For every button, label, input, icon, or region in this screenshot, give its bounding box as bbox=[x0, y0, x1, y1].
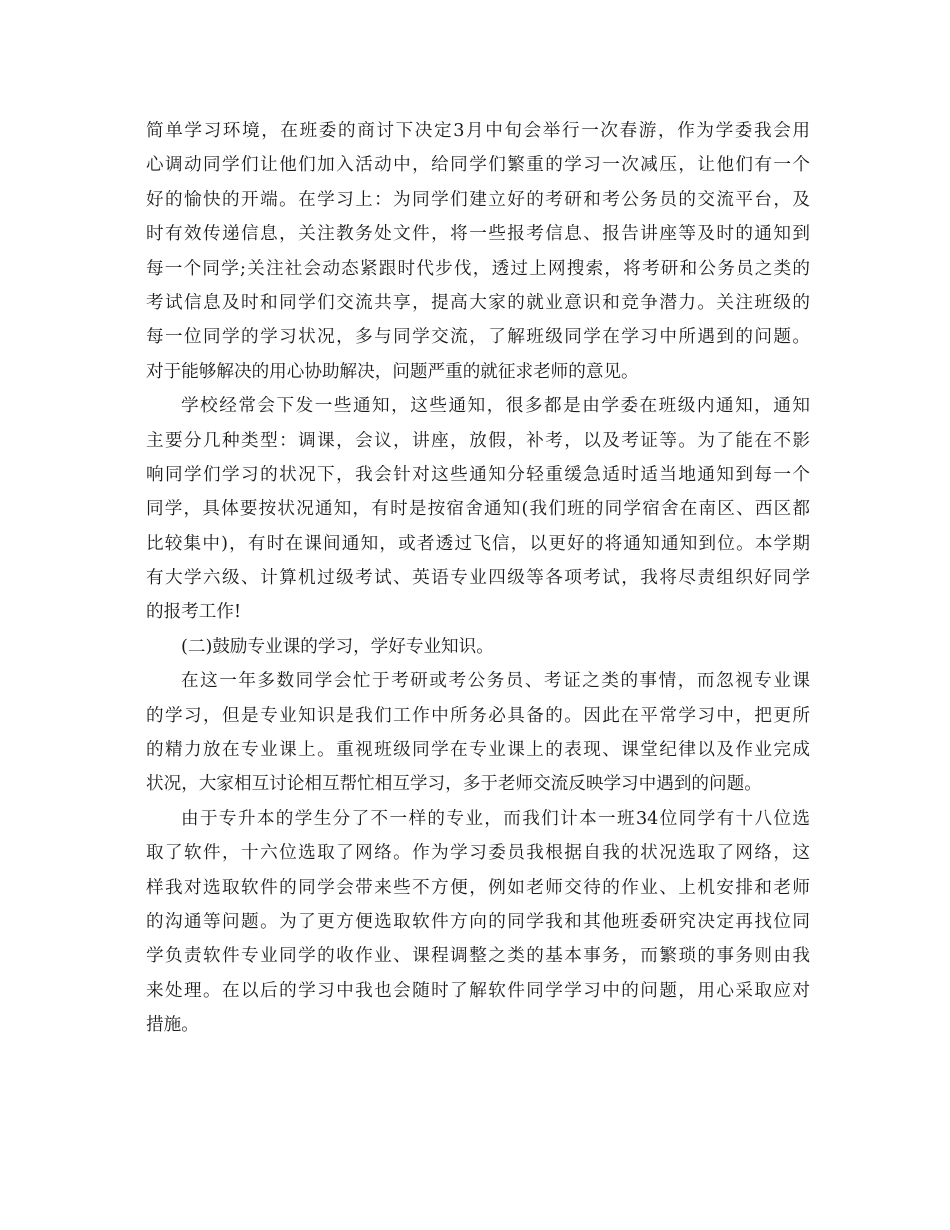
text-line: 的报考工作! bbox=[146, 602, 242, 623]
text-line: 每一个同学;关注社会动态紧跟时代步伐，透过上网搜索，将考研和公务员之类的 bbox=[146, 258, 810, 279]
paragraph bbox=[146, 114, 810, 389]
text-line: 心调动同学们让他们加入活动中，给同学们繁重的学习一次减压，让他们有一个 bbox=[146, 155, 810, 176]
text-line: 简单学习环境，在班委的商讨下决定3月中旬会举行一次春游，作为学委我会用 bbox=[146, 121, 810, 141]
text-line: 取了软件，十六位选取了网络。作为学习委员我根据自我的状况选取了网络，这 bbox=[146, 843, 810, 864]
text-line: 每一位同学的学习状况，多与同学交流，了解班级同学在学习中所遇到的问题。 bbox=[146, 327, 810, 348]
text-line: 的学习，但是专业知识是我们工作中所务必具备的。因此在平常学习中，把更所 bbox=[146, 705, 810, 726]
text-line: 来处理。在以后的学习中我也会随时了解软件同学学习中的问题，用心采取应对 bbox=[146, 980, 810, 1001]
text-line: 对于能够解决的用心协助解决，问题严重的就征求老师的意见。 bbox=[146, 361, 639, 382]
text-line: 考试信息及时和同学们交流共享，提高大家的就业意识和竞争潜力。关注班级的 bbox=[146, 292, 810, 313]
text-line: 由于专升本的学生分了不一样的专业，而我们计本一班34位同学有十八位选 bbox=[181, 808, 810, 829]
paragraph bbox=[146, 802, 810, 1043]
text-line: 响同学们学习的状况下，我会针对这些通知分轻重缓急适时适当地通知到每一个 bbox=[146, 464, 810, 485]
text-line: 好的愉快的开端。在学习上：为同学们建立好的考研和考公务员的交流平台，及 bbox=[146, 189, 810, 210]
text-line: 的沟通等问题。为了更方便选取软件方向的同学我和其他班委研究决定再找位同 bbox=[146, 911, 810, 932]
text-line: 同学，具体要按状况通知，有时是按宿舍通知(我们班的同学宿舍在南区、西区都 bbox=[146, 499, 810, 520]
text-line: 状况，大家相互讨论相互帮忙相互学习，多于老师交流反映学习中遇到的问题。 bbox=[146, 774, 762, 795]
paragraph bbox=[146, 389, 810, 630]
section-heading bbox=[146, 630, 810, 664]
text-line: (二)鼓励专业课的学习，学好专业知识。 bbox=[181, 636, 494, 657]
text-line: 比较集中)，有时在课间通知，或者透过飞信，以更好的将通知通知到位。本学期 bbox=[146, 533, 810, 554]
text-line: 时有效传递信息，关注教务处文件，将一些报考信息、报告讲座等及时的通知到 bbox=[146, 224, 810, 245]
text-line: 样我对选取软件的同学会带来些不方便，例如老师交待的作业、上机安排和老师 bbox=[146, 877, 810, 898]
text-line: 学校经常会下发一些通知，这些通知，很多都是由学委在班级内通知，通知 bbox=[181, 396, 810, 417]
text-line: 学负责软件专业同学的收作业、课程调整之类的基本事务，而繁琐的事务则由我 bbox=[146, 946, 810, 967]
text-line: 的精力放在专业课上。重视班级同学在专业课上的表现、课堂纪律以及作业完成 bbox=[146, 740, 810, 761]
document-body bbox=[146, 114, 810, 1043]
text-line: 措施。 bbox=[146, 1015, 199, 1036]
text-line: 有大学六级、计算机过级考试、英语专业四级等各项考试，我将尽责组织好同学 bbox=[146, 568, 810, 589]
paragraph bbox=[146, 664, 810, 802]
text-line: 在这一年多数同学会忙于考研或考公务员、考证之类的事情，而忽视专业课 bbox=[181, 671, 810, 692]
text-line: 主要分几种类型：调课，会议，讲座，放假，补考，以及考证等。为了能在不影 bbox=[146, 430, 810, 451]
